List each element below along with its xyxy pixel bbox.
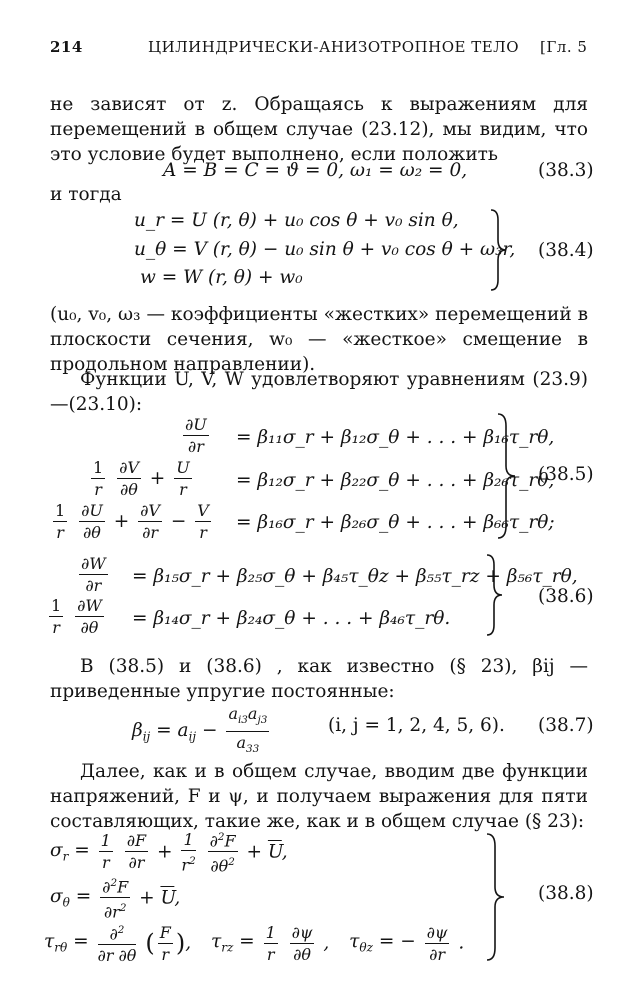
equation-number-38-5: (38.5) bbox=[538, 464, 594, 485]
equation-38-5-lhs-1: $\frac{\partial U}{\partial r}$ bbox=[185, 415, 207, 456]
equation-38-8-sigma-theta: $\sigma_\theta$ = $\frac{\partial^2F}{\partial r^2}$ + $\overline{U}$, bbox=[50, 873, 180, 923]
right-brace-38-6 bbox=[484, 553, 506, 637]
right-brace-38-4 bbox=[488, 208, 510, 292]
equation-38-6-rhs-2: = β₁₄σ_r + β₂₄σ_θ + . . . + β₄₆τ_rθ. bbox=[132, 608, 451, 629]
equation-38-3: A = B = C = ϑ = 0, ω₁ = ω₂ = 0, bbox=[163, 160, 468, 181]
equation-38-6-lhs-2: $\frac{1}{r}$ $\frac{\partial W}{\partial\theta}$ bbox=[51, 596, 102, 637]
paragraph-4: В (38.5) и (38.6) , как известно (§ 23), βij — приведенные упругие постоянные: bbox=[50, 656, 588, 702]
running-title: ЦИЛИНДРИЧЕСКИ-АНИЗОТРОПНОЕ ТЕЛО bbox=[148, 38, 519, 56]
paragraph-5: Далее, как и в общем случае, вводим две функции напряжений, F и ψ, и получаем выражения для пяти составляющих, такие же, как и в общем случае (§ 23): bbox=[50, 761, 588, 832]
equation-38-5-rhs-1: = β₁₁σ_r + β₁₂σ_θ + . . . + β₁₆τ_rθ, bbox=[236, 427, 555, 448]
equation-number-38-8: (38.8) bbox=[538, 883, 594, 904]
equation-number-38-7: (38.7) bbox=[538, 715, 594, 736]
right-brace-38-8 bbox=[484, 832, 508, 962]
equation-38-5-rhs-3: = β₁₆σ_r + β₂₆σ_θ + . . . + β₆₆τ_rθ; bbox=[236, 512, 555, 533]
chapter-label: [Гл. 5 bbox=[540, 38, 588, 56]
equation-38-6-rhs-1: = β₁₅σ_r + β₂₅σ_θ + β₄₅τ_θz + β₅₅τ_rz + β₅₆τ_rθ, bbox=[132, 566, 578, 587]
paragraph-3: Функции U, V, W удовлетворяют уравнениям (23.9)—(23.10): bbox=[50, 369, 588, 415]
equation-38-5-lhs-3: $\frac{1}{r}$ $\frac{\partial U}{\partial\theta}$ + $\frac{\partial V}{\partial r}$ − $\frac{V}{r}$ bbox=[55, 501, 209, 542]
equation-38-4-line-2: u_θ = V (r, θ) − u₀ sin θ + v₀ cos θ + ω₃r, bbox=[134, 239, 516, 260]
equation-number-38-3: (38.3) bbox=[538, 160, 594, 181]
equation-38-5-lhs-2: $\frac{1}{r}$ $\frac{\partial V}{\partial\theta}$ + $\frac{U}{r}$ bbox=[93, 458, 190, 499]
paragraph-2: (u₀, v₀, ω₃ — коэффициенты «жестких» перемещений в плоскости сечения, w₀ — «жесткое» смещение в продольном направлении). bbox=[50, 304, 588, 375]
equation-38-8-tau: $\tau_{r\theta}$ = $\frac{\partial^2}{\partial r \partial\theta}$ ( $\frac{F}{r}$ ), $\tau_{rz}$ = $\frac{1}{r}$ $\frac{\partial\psi}{\partial\theta}$ , $\tau_{\theta z}$ = − $\frac{\partial\psi}{\partial r}$ . bbox=[44, 920, 464, 966]
equation-38-8-sigma-r: $\sigma_r$ = $\frac{1}{r}$ $\frac{\partial F}{\partial r}$ + $\frac{1}{r^2}$ $\frac{\partial^2F}{\partial\theta^2}$ + $\overline{U}$, bbox=[50, 827, 288, 877]
right-brace-38-5 bbox=[495, 412, 519, 540]
and-then-text: и тогда bbox=[50, 184, 122, 205]
equation-38-5-rhs-2: = β₁₂σ_r + β₂₂σ_θ + . . . + β₂₆τ_rθ, bbox=[236, 470, 555, 491]
equation-38-7: $\beta_{ij} = a_{ij}$ − $\frac{a_{i3}a_{j3}}{a_{33}}$ bbox=[132, 704, 268, 756]
equation-number-38-6: (38.6) bbox=[538, 586, 594, 607]
page-number: 214 bbox=[50, 38, 83, 56]
equation-number-38-4: (38.4) bbox=[538, 240, 594, 261]
paragraph-1: не зависят от z. Обращаясь к выражениям для перемещений в общем случае (23.12), мы видим, что это условие будет выполнено, если положить bbox=[50, 94, 588, 165]
equation-38-4-line-3: w = W (r, θ) + w₀ bbox=[140, 267, 303, 288]
equation-38-4-line-1: u_r = U (r, θ) + u₀ cos θ + v₀ sin θ, bbox=[134, 210, 459, 231]
equation-38-7-condition: (i, j = 1, 2, 4, 5, 6). bbox=[328, 715, 505, 736]
equation-38-6-lhs-1: $\frac{\partial W}{\partial r}$ bbox=[81, 554, 106, 595]
